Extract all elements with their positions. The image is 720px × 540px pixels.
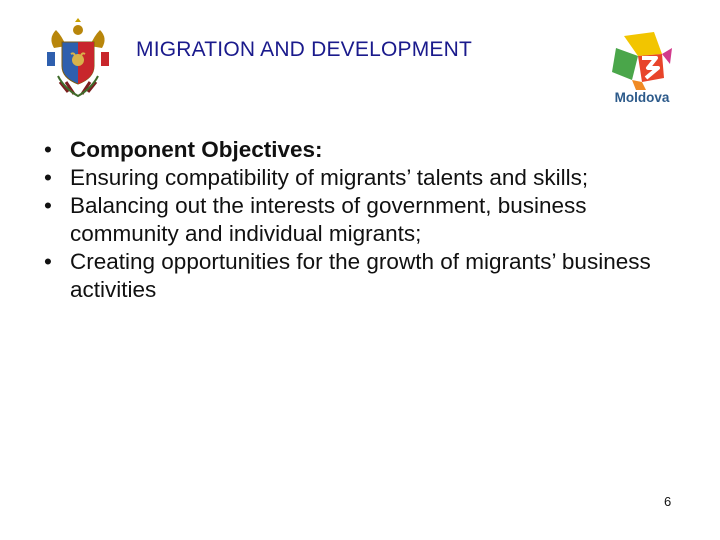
slide-title: MIGRATION AND DEVELOPMENT bbox=[136, 38, 472, 61]
bullet-icon: • bbox=[44, 165, 52, 190]
list-item-text: Component Objectives: bbox=[70, 137, 323, 162]
bullet-icon: • bbox=[44, 137, 52, 162]
list-item-text: Balancing out the interests of government, business community and individual migrants; bbox=[70, 193, 587, 246]
logo-wordmark: Moldova bbox=[614, 90, 670, 105]
bullet-icon: • bbox=[44, 193, 52, 218]
coat-of-arms-emblem bbox=[44, 18, 112, 100]
bullet-icon: • bbox=[44, 249, 52, 274]
page-number: 6 bbox=[664, 494, 672, 509]
objectives-list bbox=[44, 136, 694, 304]
list-item bbox=[44, 164, 694, 192]
list-item bbox=[44, 136, 694, 164]
list-item-text: Creating opportunities for the growth of migrants’ business activities bbox=[70, 249, 651, 302]
list-item bbox=[44, 248, 694, 304]
list-item bbox=[44, 192, 694, 248]
list-item-text: Ensuring compatibility of migrants’ talents and skills; bbox=[70, 165, 589, 190]
